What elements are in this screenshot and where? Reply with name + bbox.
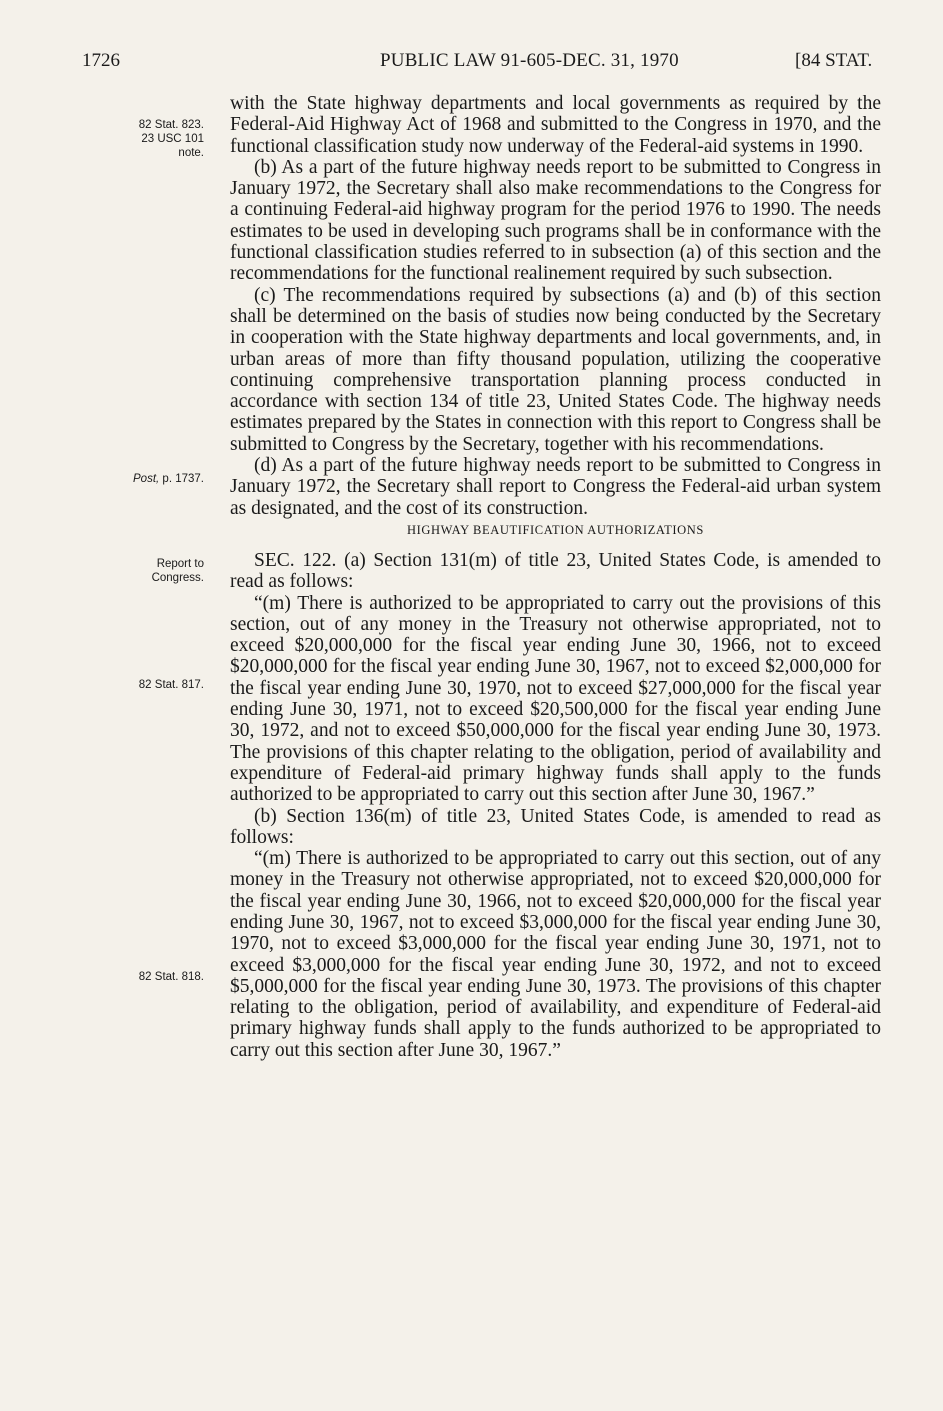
margin-note-ref: Post, [133,473,160,485]
section-122-a: SEC. 122. (a) Section 131(m) of title 23, United States Code, is amended to read as follows: [230,549,881,593]
paragraph-d: (d) As a part of the future highway needs report to be submitted to Congress in January 1972, the Secretary shall report to Congress the Federal-aid urban system as designated, and the cost of its construction. [230,455,881,519]
margin-note-line: Report to [156,558,204,570]
volume-reference: [84 STAT. [795,50,873,71]
margin-note-line: note. [178,147,204,159]
margin-note-page: p. 1737. [162,473,204,485]
margin-note-line: 82 Stat. 817. [138,679,204,691]
section-heading: HIGHWAY BEAUTIFICATION AUTHORIZATIONS [407,522,704,537]
margin-note-stat-823 [60,118,204,160]
page-header [0,50,943,80]
paragraph-continuation: with the State highway departments and local governments as required by the Federal-Aid Highway Act of 1968 and submitted to the Congress in 1970, and the functional classification study now underway of the Federal-aid systems in 1990. [230,93,881,157]
running-title: PUBLIC LAW 91-605-DEC. 31, 1970 [380,50,679,71]
margin-note-post [60,472,204,486]
page-number: 1726 [82,50,120,71]
margin-note-line: 82 Stat. 818. [138,971,204,983]
margin-note-stat-818 [60,970,204,984]
main-text [230,93,881,1061]
margin-note-stat-817 [60,678,204,692]
quoted-subsection-136m: “(m) There is authorized to be appropriated to carry out this section, out of any money in the Treasury not otherwise appropriated, not to exceed $20,000,000 for the fiscal year ending June 30, 1966, not to exceed $20,000,000 for the fiscal year ending June 30, 1967, not to exceed $3,000,000 for the fiscal year ending June 30, 1970, not to exceed $3,000,000 for the fiscal year ending June 30, 1971, not to exceed $3,000,000 for the fiscal year ending June 30, 1972, and not to exceed $5,000,000 for the fiscal year ending June 30, 1973. The provisions of this chapter relating to the obligation, period of availability, and expenditure of Federal-aid primary highway funds shall apply to the funds authorized to be appropriated to carry out this section after June 30, 1967.” [230,848,881,1061]
quoted-subsection-131m: “(m) There is authorized to be appropriated to carry out the provisions of this section, out of any money in the Treasury not otherwise appropriated, not to exceed $20,000,000 for the fiscal year ending June 30, 1966, not to exceed $20,000,000 for the fiscal year ending June 30, 1967, not to exceed $2,000,000 for the fiscal year ending June 30, 1970, not to exceed $27,000,000 for the fiscal year ending June 30, 1971, not to exceed $20,500,000 for the fiscal year ending June 30, 1972, and not to exceed $50,000,000 for the fiscal year ending June 30, 1973. The provisions of this chapter relating to the obligation, period of availability and expenditure of Federal-aid primary highway funds shall apply to the funds authorized to be appropriated to carry out this section after June 30, 1967.” [230,592,881,806]
margin-note-line: 82 Stat. 823. [138,119,204,131]
margin-note-report-to-congress [60,557,204,585]
paragraph-b: (b) As a part of the future highway needs report to be submitted to Congress in January 1972, the Secretary shall also make recommendations to the Congress for a continuing Federal-aid highway program for the period 1976 to 1990. The needs estimates to be used in developing such programs shall be in conformance with the functional classification studies referred to in subsection (a) of this section and the recommendations for the functional realinement required by such subsection. [230,156,881,285]
margin-note-line: 23 USC 101 [141,133,204,145]
section-122-b: (b) Section 136(m) of title 23, United States Code, is amended to read as follows: [230,805,881,848]
paragraph-c: (c) The recommendations required by subsections (a) and (b) of this section shall be determined on the basis of studies now being conducted by the Secretary in cooperation with the State highway departments and local governments, and, in urban areas of more than fifty thousand population, utilizing the cooperative continuing comprehensive transportation planning process conducted in accordance with section 134 of title 23, United States Code. The highway needs estimates prepared by the States in connection with this report to Congress shall be submitted to Congress by the Secretary, together with his recommendations. [230,284,881,455]
margin-note-line: Congress. [151,572,204,584]
